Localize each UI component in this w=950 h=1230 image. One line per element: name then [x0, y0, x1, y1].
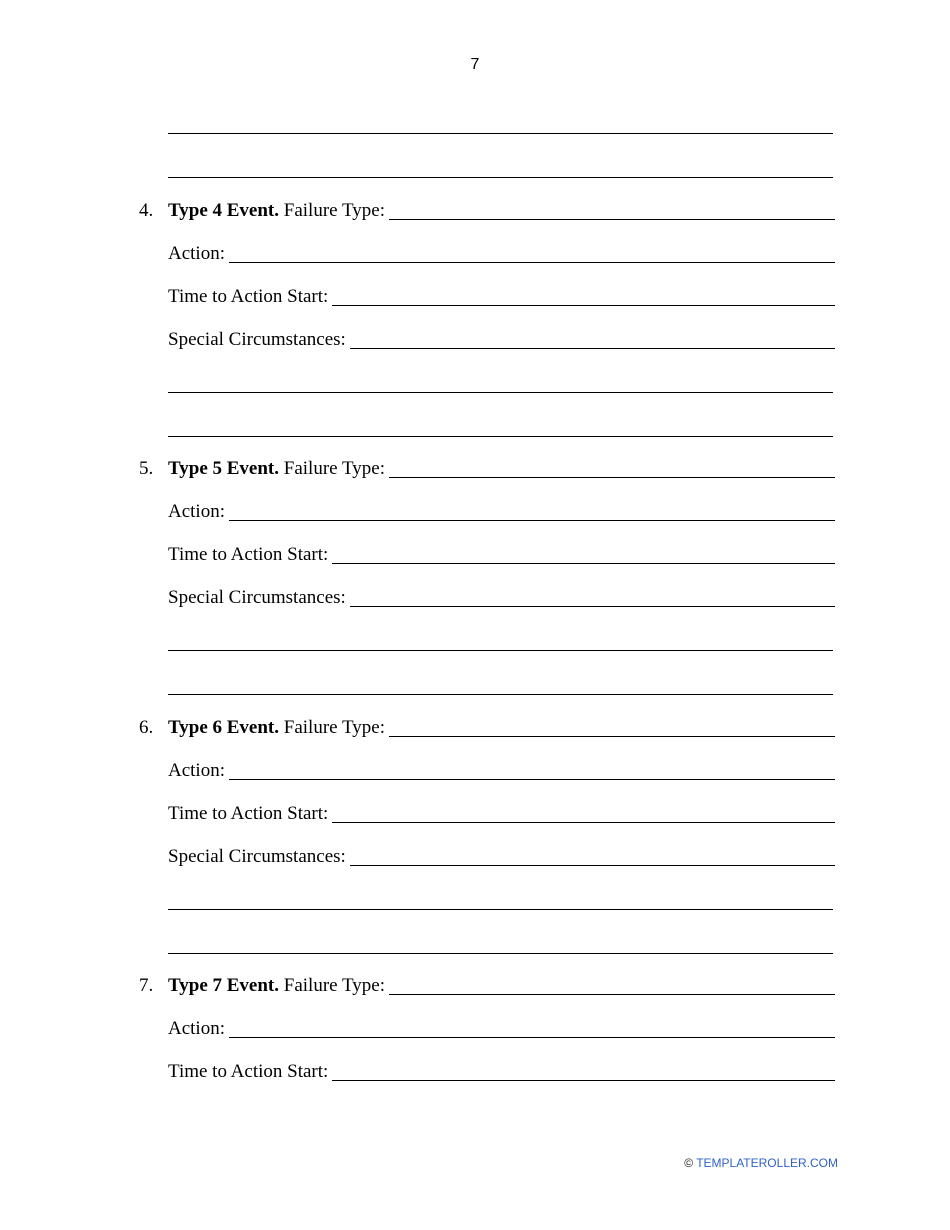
special-circumstances-line[interactable] — [350, 605, 835, 607]
time-to-action-field[interactable] — [168, 542, 835, 566]
action-field[interactable] — [168, 241, 835, 265]
action-line[interactable] — [229, 1036, 835, 1038]
failure-type-label: Failure Type: — [283, 975, 385, 996]
time-to-action-label: Time to Action Start: — [168, 286, 329, 307]
blank-answer-line[interactable] — [168, 694, 833, 695]
failure-type-field[interactable] — [139, 973, 835, 997]
event-title: Type 4 Event. — [168, 200, 280, 221]
time-to-action-line[interactable] — [332, 1079, 835, 1081]
action-field[interactable] — [168, 758, 835, 782]
item-number: 6. — [139, 717, 154, 738]
failure-type-field[interactable] — [139, 715, 835, 739]
event-title: Type 6 Event. — [168, 717, 280, 738]
time-to-action-label: Time to Action Start: — [168, 1061, 329, 1082]
blank-answer-line[interactable] — [168, 650, 833, 651]
time-to-action-label: Time to Action Start: — [168, 803, 329, 824]
special-circumstances-field[interactable] — [168, 844, 835, 868]
time-to-action-line[interactable] — [332, 821, 835, 823]
action-label: Action: — [168, 1018, 225, 1039]
blank-answer-line[interactable] — [168, 392, 833, 393]
time-to-action-field[interactable] — [168, 1059, 835, 1083]
item-number: 7. — [139, 975, 154, 996]
blank-answer-line[interactable] — [168, 436, 833, 437]
page-number: 7 — [470, 56, 480, 73]
failure-type-line[interactable] — [389, 218, 835, 220]
failure-type-field[interactable] — [139, 456, 835, 480]
special-circumstances-label: Special Circumstances: — [168, 587, 346, 608]
event-title: Type 5 Event. — [168, 458, 280, 479]
blank-answer-line[interactable] — [168, 133, 833, 134]
special-circumstances-line[interactable] — [350, 864, 835, 866]
action-label: Action: — [168, 501, 225, 522]
special-circumstances-field[interactable] — [168, 327, 835, 351]
action-line[interactable] — [229, 519, 835, 521]
blank-answer-line[interactable] — [168, 177, 833, 178]
special-circumstances-line[interactable] — [350, 347, 835, 349]
action-field[interactable] — [168, 499, 835, 523]
action-label: Action: — [168, 243, 225, 264]
special-circumstances-field[interactable] — [168, 585, 835, 609]
special-circumstances-label: Special Circumstances: — [168, 329, 346, 350]
failure-type-line[interactable] — [389, 476, 835, 478]
action-field[interactable] — [168, 1016, 835, 1040]
action-label: Action: — [168, 760, 225, 781]
failure-type-line[interactable] — [389, 735, 835, 737]
time-to-action-line[interactable] — [332, 304, 835, 306]
failure-type-label: Failure Type: — [283, 717, 385, 738]
action-line[interactable] — [229, 778, 835, 780]
footer-credit[interactable] — [684, 1156, 838, 1170]
blank-answer-line[interactable] — [168, 953, 833, 954]
failure-type-label: Failure Type: — [283, 200, 385, 221]
time-to-action-field[interactable] — [168, 284, 835, 308]
blank-answer-line[interactable] — [168, 909, 833, 910]
failure-type-field[interactable] — [139, 198, 835, 222]
special-circumstances-label: Special Circumstances: — [168, 846, 346, 867]
footer-link[interactable]: TEMPLATEROLLER.COM — [696, 1156, 838, 1170]
failure-type-label: Failure Type: — [283, 458, 385, 479]
time-to-action-label: Time to Action Start: — [168, 544, 329, 565]
copyright-symbol: © — [684, 1156, 694, 1170]
time-to-action-field[interactable] — [168, 801, 835, 825]
item-number: 5. — [139, 458, 154, 479]
item-number: 4. — [139, 200, 154, 221]
event-title: Type 7 Event. — [168, 975, 280, 996]
action-line[interactable] — [229, 261, 835, 263]
failure-type-line[interactable] — [389, 993, 835, 995]
time-to-action-line[interactable] — [332, 562, 835, 564]
